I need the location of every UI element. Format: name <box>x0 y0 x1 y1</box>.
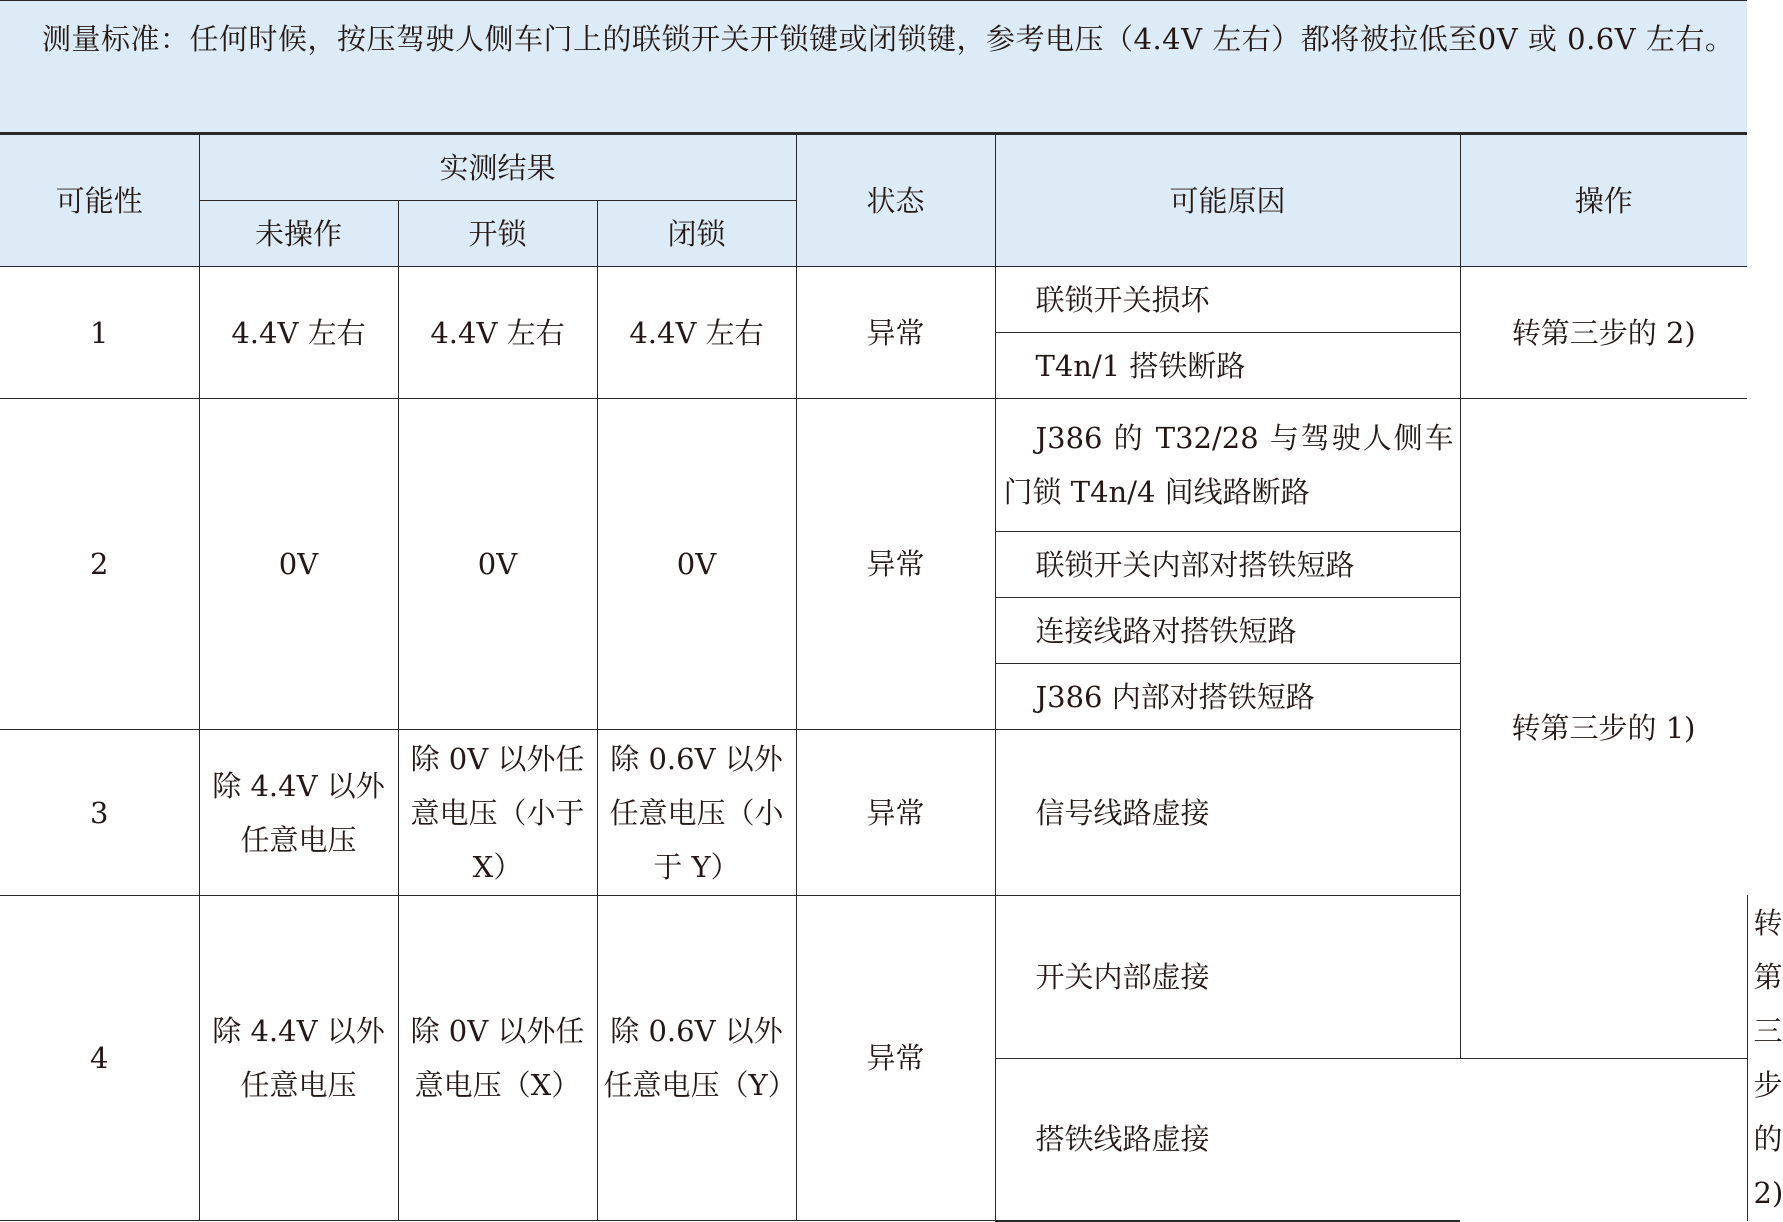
state-value: 异常 <box>796 267 995 399</box>
header-idle: 未操作 <box>199 201 398 267</box>
cause-item: 联锁开关内部对搭铁短路 <box>995 532 1460 598</box>
header-cause: 可能原因 <box>995 135 1460 267</box>
cause-item: 联锁开关损坏 <box>995 267 1460 333</box>
cause-item: 连接线路对搭铁短路 <box>995 598 1460 664</box>
header-state: 状态 <box>796 135 995 267</box>
table-row <box>0 399 1747 532</box>
lock-value: 除 0.6V 以外任意电压（Y） <box>597 896 796 1221</box>
measurement-standard: 测量标准：任何时候，按压驾驶人侧车门上的联锁开关开锁键或闭锁键，参考电压（4.4V 左右）都将被拉低至0V 或 0.6V 左右。 <box>0 0 1747 134</box>
lock-value: 0V <box>597 399 796 730</box>
header-action: 操作 <box>1460 135 1747 267</box>
idle-value: 除 4.4V 以外任意电压 <box>199 730 398 896</box>
unlock-value: 4.4V 左右 <box>398 267 597 399</box>
row-number: 4 <box>0 896 199 1221</box>
action-value: 转第三步的 2) <box>1460 267 1747 399</box>
lock-value: 除 0.6V 以外任意电压（小于 Y） <box>597 730 796 896</box>
header-possibility: 可能性 <box>0 135 199 267</box>
unlock-value: 除 0V 以外任意电压（小于 X） <box>398 730 597 896</box>
cause-item: T4n/1 搭铁断路 <box>995 333 1460 399</box>
unlock-value: 除 0V 以外任意电压（X） <box>398 896 597 1221</box>
diagnosis-table <box>0 134 1783 1222</box>
action-value: 转第三步的 1) <box>1460 399 1747 1059</box>
cause-item: 开关内部虚接 <box>995 896 1460 1059</box>
unlock-value: 0V <box>398 399 597 730</box>
row-number: 2 <box>0 399 199 730</box>
row-number: 3 <box>0 730 199 896</box>
lock-value: 4.4V 左右 <box>597 267 796 399</box>
idle-value: 除 4.4V 以外任意电压 <box>199 896 398 1221</box>
row-number: 1 <box>0 267 199 399</box>
cause-item: 搭铁线路虚接 <box>995 1058 1460 1221</box>
table-row: 4 除 4.4V 以外任意电压 除 0V 以外任意电压（X） 除 0.6V 以外任意电压（Y） 异常 开关内部虚接 转第三步的 2) <box>0 896 1747 1059</box>
state-value: 异常 <box>796 896 995 1221</box>
idle-value: 0V <box>199 399 398 730</box>
cause-item: 信号线路虚接 <box>995 730 1460 896</box>
state-value: 异常 <box>796 399 995 730</box>
cause-item: J386 内部对搭铁短路 <box>995 664 1460 730</box>
table-row <box>0 267 1747 333</box>
state-value: 异常 <box>796 730 995 896</box>
cause-item: J386 的 T32/28 与驾驶人侧车门锁 T4n/4 间线路断路 <box>995 399 1460 532</box>
idle-value: 4.4V 左右 <box>199 267 398 399</box>
header-lock: 闭锁 <box>597 201 796 267</box>
header-unlock: 开锁 <box>398 201 597 267</box>
header-measured: 实测结果 <box>199 135 796 201</box>
